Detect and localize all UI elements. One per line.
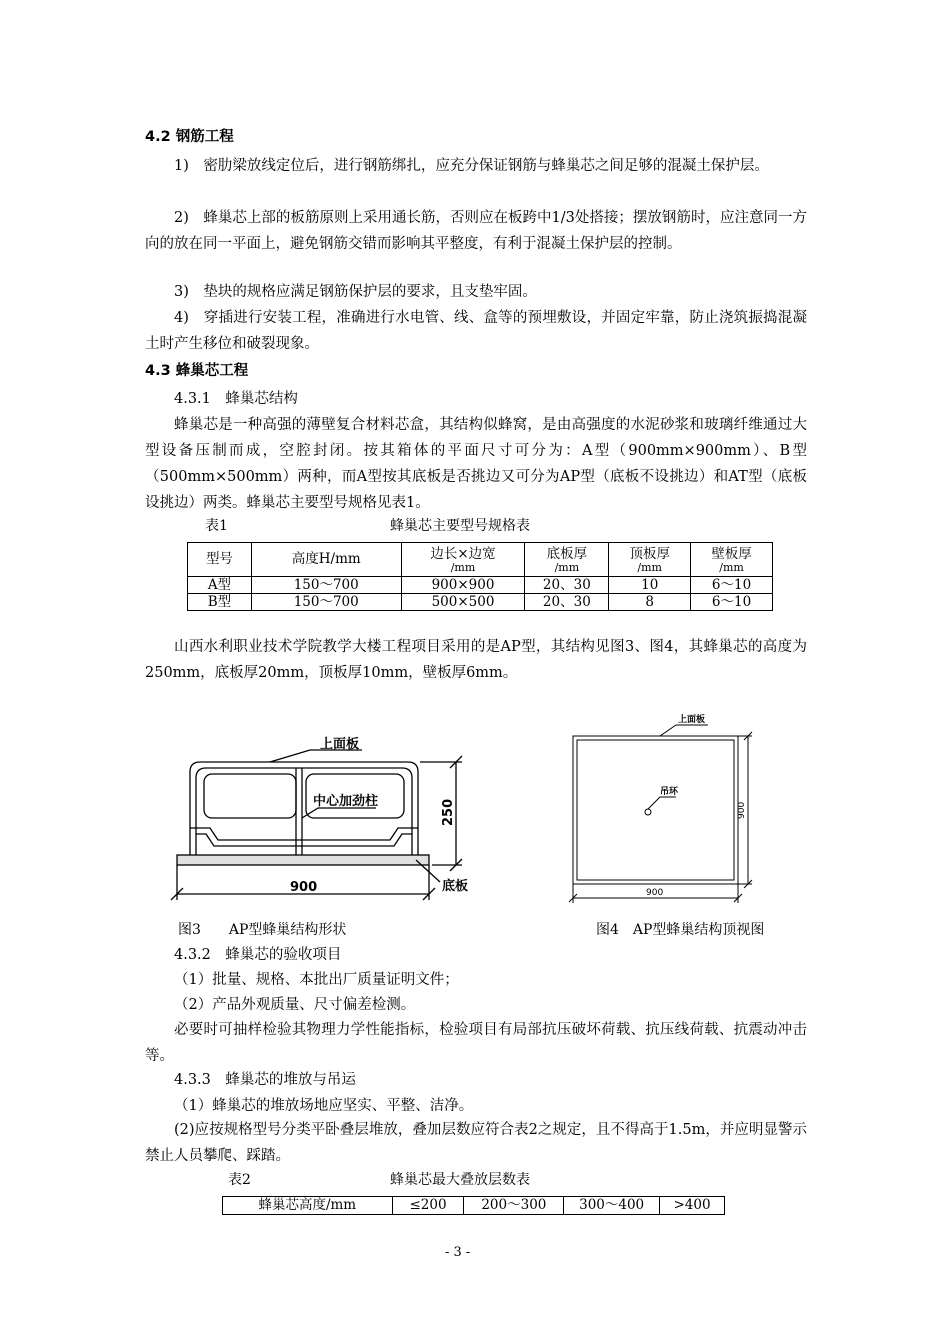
table-header: 底板厚 /mm	[525, 543, 609, 577]
fig4-label-hook: 吊环	[660, 787, 679, 797]
table-cell: B型	[188, 594, 252, 611]
table-cell: 150～700	[251, 594, 401, 611]
list-item: 1) 密肋梁放线定位后，进行钢筋绑扎，应充分保证钢筋与蜂巢芯之间足够的混凝土保护层。	[174, 158, 769, 174]
table-cell: 蜂巢芯高度/mm	[223, 1197, 393, 1215]
table-cell: 300～400	[564, 1197, 660, 1215]
list-item: （1）批量、规格、本批出厂质量证明文件；	[174, 972, 459, 988]
figure-4-caption: 图4 AP型蜂巢结构顶视图	[596, 922, 765, 938]
table-cell: 20、30	[525, 577, 609, 594]
list-item: 3) 垫块的规格应满足钢筋保护层的要求，且支垫牢固。	[174, 284, 537, 300]
paragraph-testing: 必要时可抽样检验其物理力学性能指标，检验项目有局部抗压破坏荷载、抗压线荷载、抗震动冲击等。	[145, 1022, 807, 1064]
subsection-4-3-3-heading: 4.3.3 蜂巢芯的堆放与吊运	[174, 1072, 356, 1088]
section-4-3-heading: 4.3 蜂巢芯工程	[145, 363, 249, 379]
fig3-label-top: 上面板	[320, 737, 360, 752]
figure-3-caption: 图3 AP型蜂巢结构形状	[178, 922, 347, 938]
table-cell: 200～300	[464, 1197, 564, 1215]
paragraph-project: 山西水利职业技术学院教学大楼工程项目采用的是AP型，其结构见图3、图4，其蜂巢芯的高度为250mm，底板厚20mm，顶板厚10mm，壁板厚6mm。	[145, 639, 807, 681]
table-header: 型号	[188, 543, 252, 577]
fig4-dim-width: 900	[646, 888, 664, 898]
list-item: （2）产品外观质量、尺寸偏差检测。	[174, 997, 416, 1013]
list-item: 2) 蜂巢芯上部的板筋原则上采用通长筋，否则应在板跨中1/3处搭接；摆放钢筋时，应注意同一方向的放在同一平面上，避免钢筋交错而影响其平整度，有利于混凝土保护层的控制。	[145, 210, 807, 252]
table-cell: 500×500	[401, 594, 525, 611]
table-header: 高度H/mm	[251, 543, 401, 577]
table-cell: 6～10	[691, 594, 773, 611]
table1-label: 表1	[205, 518, 228, 534]
section-4-2-heading: 4.2 钢筋工程	[145, 129, 234, 145]
list-item: （1）蜂巢芯的堆放场地应坚实、平整、洁净。	[174, 1098, 474, 1114]
table-row	[188, 577, 773, 594]
table-header: 边长×边宽 /mm	[401, 543, 525, 577]
subsection-4-3-1-heading: 4.3.1 蜂巢芯结构	[174, 391, 298, 407]
paragraph-structure: 蜂巢芯是一种高强的薄壁复合材料芯盒，其结构似蜂窝，是由高强度的水泥砂浆和玻璃纤维通过大型设备压制而成，空腔封闭。按其箱体的平面尺寸可分为：A型（900mm×900mm）、B型（500mm×500mm）两种，而A型按其底板是否挑边又可分为AP型（底板不设挑边）和AT型（底板设挑边）两类。蜂巢芯主要型号规格见表1。	[145, 417, 807, 511]
list-item: 4) 穿插进行安装工程，准确进行水电管、线、盒等的预埋敷设，并固定牢靠，防止浇筑振捣混凝土时产生移位和破裂现象。	[145, 310, 807, 352]
table-cell: 150～700	[251, 577, 401, 594]
fig4-label-top: 上面板	[678, 715, 706, 725]
list-item: (2)应按规格型号分类平卧叠层堆放，叠加层数应符合表2之规定，且不得高于1.5m，并应明显警示禁止人员攀爬、踩踏。	[145, 1122, 807, 1164]
table-cell: 8	[609, 594, 691, 611]
table2-title: 蜂巢芯最大叠放层数表	[390, 1172, 530, 1188]
table1-title: 蜂巢芯主要型号规格表	[390, 518, 530, 534]
table-cell: 10	[609, 577, 691, 594]
table-cell: >400	[660, 1197, 725, 1215]
table-cell: 6～10	[691, 577, 773, 594]
table-cell: ≤200	[392, 1197, 464, 1215]
fig3-dim-height: 250	[441, 798, 456, 826]
subsection-4-3-2-heading: 4.3.2 蜂巢芯的验收项目	[174, 947, 342, 963]
table-cell: A型	[188, 577, 252, 594]
figure-3-drawing	[150, 720, 490, 905]
table-row	[223, 1197, 725, 1215]
table-cell: 20、30	[525, 594, 609, 611]
table1	[187, 542, 773, 611]
table2-label: 表2	[228, 1172, 251, 1188]
figure-4-drawing	[560, 705, 760, 910]
table-header-row	[188, 543, 773, 577]
page-number: - 3 -	[445, 1245, 471, 1260]
fig3-label-center: 中心加劲柱	[313, 794, 379, 809]
table2	[222, 1196, 725, 1215]
table-row	[188, 594, 773, 611]
fig3-dim-width: 900	[290, 880, 318, 895]
table-header: 顶板厚 /mm	[609, 543, 691, 577]
table-cell: 900×900	[401, 577, 525, 594]
fig3-label-bottom: 底板	[442, 879, 469, 894]
table-header: 壁板厚 /mm	[691, 543, 773, 577]
fig4-dim-height: 900	[737, 801, 747, 819]
